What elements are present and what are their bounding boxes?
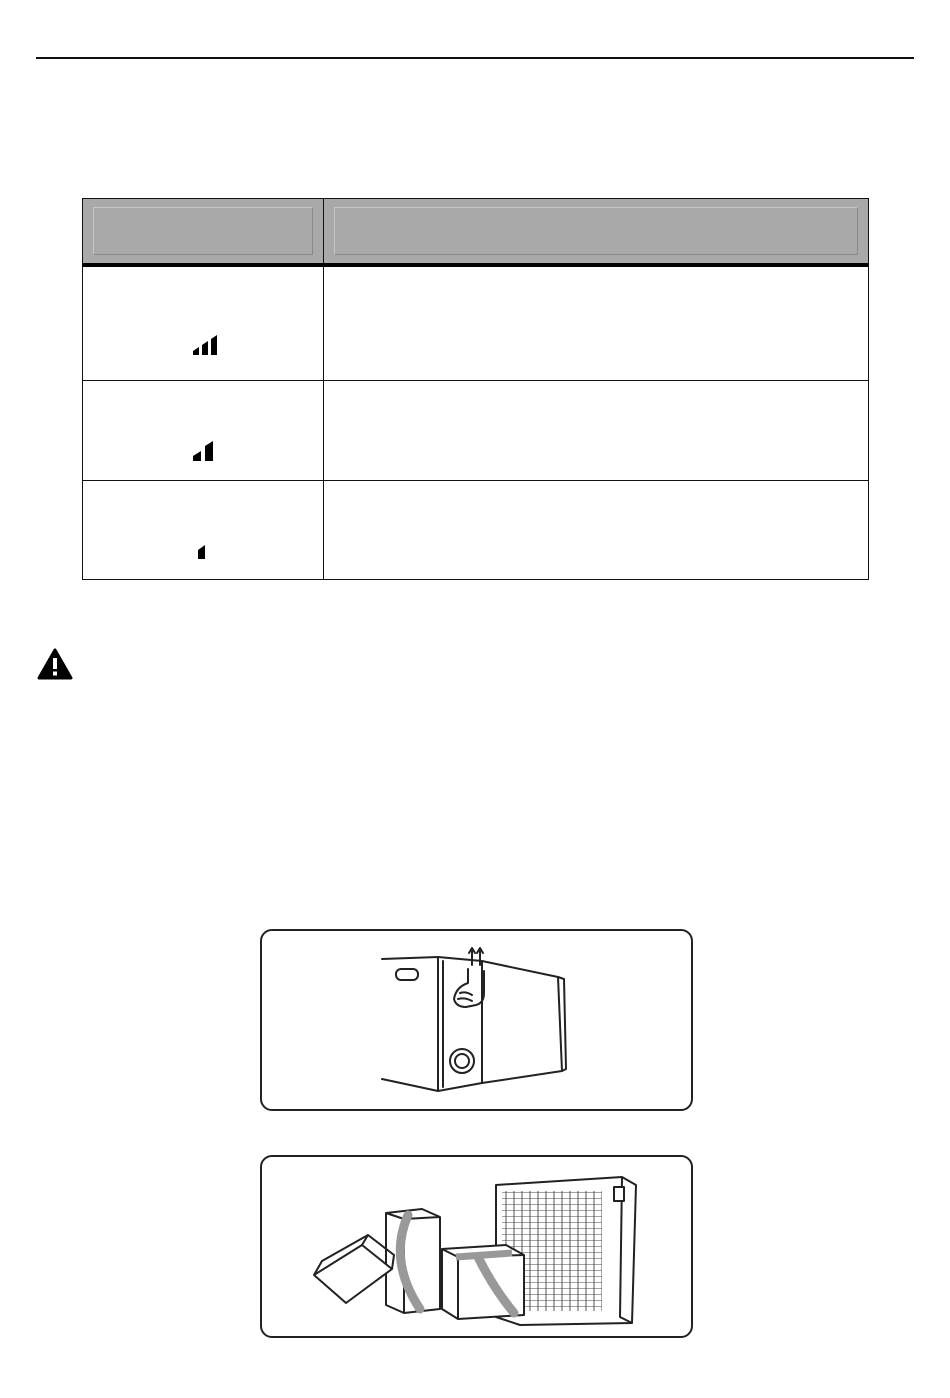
table-header-description	[324, 199, 869, 266]
warning-triangle-icon	[37, 648, 73, 680]
table-row	[83, 265, 869, 381]
header-rule	[36, 57, 914, 59]
signal-1-bar-icon	[193, 543, 219, 559]
table-header-mode	[83, 199, 324, 266]
mode-cell	[83, 265, 324, 381]
mode-cell	[83, 381, 324, 481]
signal-2-bars-icon	[193, 439, 219, 461]
fan-speed-table	[82, 198, 869, 580]
boxes-and-heat-pump-icon	[262, 1157, 691, 1336]
description-cell	[324, 381, 869, 481]
unpacking-illustration	[260, 1155, 693, 1338]
description-cell	[324, 481, 869, 580]
description-cell	[324, 265, 869, 381]
signal-3-bars-icon	[193, 333, 219, 355]
table-row	[83, 381, 869, 481]
table-header-row	[83, 199, 869, 266]
hand-lifting-cover-icon	[262, 931, 691, 1109]
mode-cell	[83, 481, 324, 580]
table-row	[83, 481, 869, 580]
lifting-panel-illustration	[260, 929, 693, 1111]
